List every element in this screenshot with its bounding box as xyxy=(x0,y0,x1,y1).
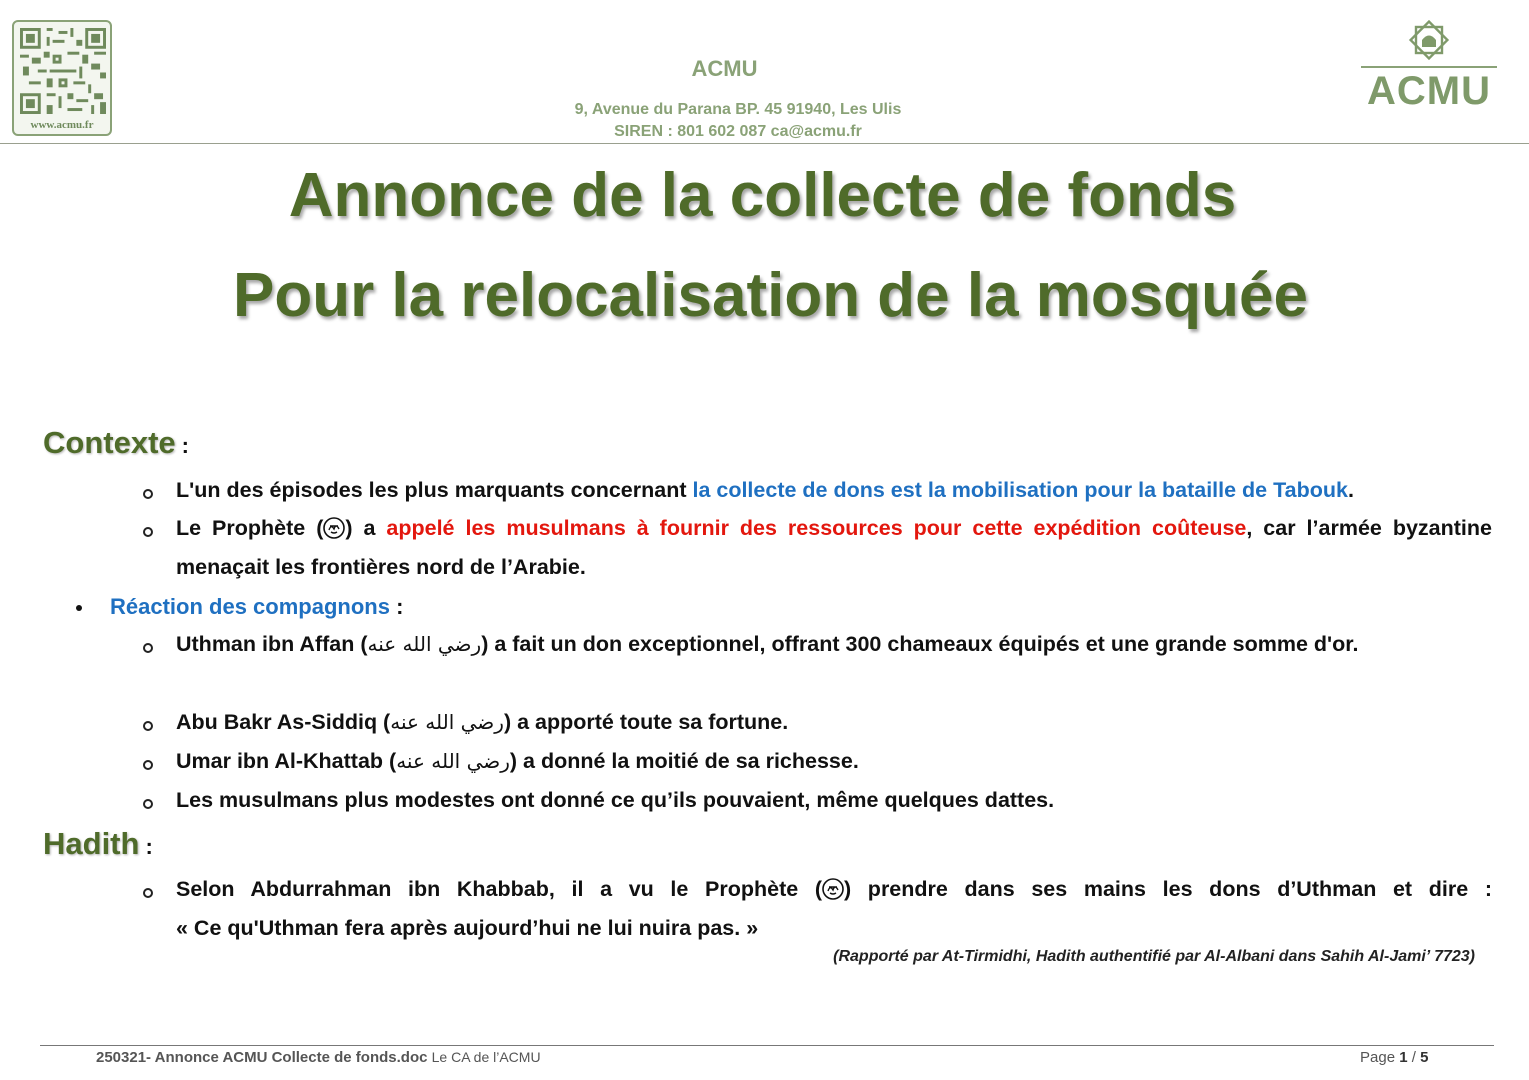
circle-bullet-icon xyxy=(143,527,155,539)
reaction-uthman-text: ) a fait un don exceptionnel, offrant 300 chameaux équipés et une grande somme d'or. xyxy=(481,632,1359,656)
disc-bullet-icon xyxy=(76,605,82,611)
footer-page-current: 1 xyxy=(1399,1049,1408,1066)
logo-text: ACMU xyxy=(1367,69,1491,113)
contexte-item-1-text: L'un des épisodes les plus marquants concernant xyxy=(176,478,693,502)
contexte-item-2-end: , car l’armée byzantine menaçait les frontières nord de l’Arabie. xyxy=(176,516,1492,579)
contexte-item-1-highlight: la collecte de dons est la mobilisation pour la bataille de Tabouk xyxy=(692,478,1348,502)
page-title-line1: Annonce de la collecte de fonds xyxy=(288,161,1237,230)
section-contexte-colon: : xyxy=(181,433,189,458)
circle-bullet-icon xyxy=(143,643,155,655)
arabic-honorific: رضي الله عنه xyxy=(367,632,482,656)
reaction-uthman-name: Uthman ibn Affan ( xyxy=(176,632,368,656)
pbuh-calligraphy-icon xyxy=(323,517,345,539)
acmu-logo xyxy=(1360,18,1498,122)
reaction-item-umar xyxy=(176,742,1492,781)
footer-page-total: 5 xyxy=(1420,1049,1429,1066)
footer-author: Le CA de l’ACMU xyxy=(431,1049,541,1065)
pbuh-calligraphy-icon xyxy=(822,878,844,900)
header-org-name: ACMU xyxy=(691,56,758,81)
footer-page-number xyxy=(1360,1049,1428,1066)
page-title-line2: Pour la relocalisation de la mosquée xyxy=(232,261,1308,330)
footer-page-label: Page xyxy=(1360,1049,1396,1066)
hadith-text-start: Selon Abdurrahman ibn Khabbab, il a vu le Prophète ( xyxy=(176,877,822,901)
hadith-quote: « Ce qu'Uthman fera après aujourd’hui ne lui nuira pas. » xyxy=(176,916,759,940)
circle-bullet-icon xyxy=(143,760,155,772)
contexte-item-2-highlight: appelé les musulmans à fournir des ressources pour cette expédition coûteuse xyxy=(386,516,1247,540)
hadith-reference: (Rapporté par At-Tirmidhi, Hadith authentifié par Al-Albani dans Sahih Al-Jami’ 7723) xyxy=(833,948,1475,965)
subhead-reaction-label: Réaction des compagnons xyxy=(110,594,390,619)
section-contexte-label: Contexte xyxy=(43,425,176,460)
reaction-item-abubakr xyxy=(176,703,1492,742)
subhead-reaction-colon: : xyxy=(389,594,404,619)
header-address: 9, Avenue du Parana BP. 45 91940, Les Ulis xyxy=(574,101,902,118)
logo-rule xyxy=(1361,66,1497,68)
circle-bullet-icon xyxy=(143,799,155,811)
reaction-item-uthman xyxy=(176,625,1492,664)
reaction-item-modest: Les musulmans plus modestes ont donné ce qu’ils pouvaient, même quelques dattes. xyxy=(176,788,1055,812)
mosque-star-icon xyxy=(1407,18,1451,62)
hadith-text-end: ) prendre dans ses mains les dons d’Uthman et dire : xyxy=(844,877,1492,901)
reaction-abubakr-text: ) a apporté toute sa fortune. xyxy=(503,710,789,734)
hadith-item xyxy=(176,870,1492,948)
contexte-item-1 xyxy=(176,471,1492,510)
reaction-abubakr-name: Abu Bakr As-Siddiq ( xyxy=(176,710,391,734)
contexte-item-2-text: Le Prophète ( xyxy=(176,516,324,540)
contexte-item-1-end: . xyxy=(1347,478,1354,502)
header-siren: SIREN : 801 602 087 ca@acmu.fr xyxy=(614,123,862,140)
arabic-honorific: رضي الله عنه xyxy=(390,710,504,734)
footer-doc-name: 250321- Annonce ACMU Collecte de fonds.doc xyxy=(96,1049,428,1066)
reaction-umar-name: Umar ibn Al-Khattab ( xyxy=(176,749,397,773)
reaction-umar-text: ) a donné la moitié de sa richesse. xyxy=(509,749,859,773)
footer-doc-info xyxy=(96,1049,541,1066)
qr-caption: www.acmu.fr xyxy=(30,119,94,131)
circle-bullet-icon xyxy=(143,721,155,733)
arabic-honorific: رضي الله عنه xyxy=(396,749,510,773)
circle-bullet-icon xyxy=(143,888,155,900)
contexte-item-2-mid: ) a xyxy=(345,516,387,540)
footer-divider xyxy=(40,1045,1494,1046)
footer-page-sep: / xyxy=(1411,1049,1416,1066)
section-hadith xyxy=(43,826,153,862)
hadith-line-1 xyxy=(176,870,1492,909)
contexte-item-2 xyxy=(176,509,1492,587)
section-hadith-label: Hadith xyxy=(43,826,140,861)
circle-bullet-icon xyxy=(143,489,155,501)
subhead-reaction xyxy=(110,587,403,626)
section-hadith-colon: : xyxy=(145,834,153,859)
header-divider xyxy=(0,143,1529,144)
section-contexte xyxy=(43,425,189,461)
